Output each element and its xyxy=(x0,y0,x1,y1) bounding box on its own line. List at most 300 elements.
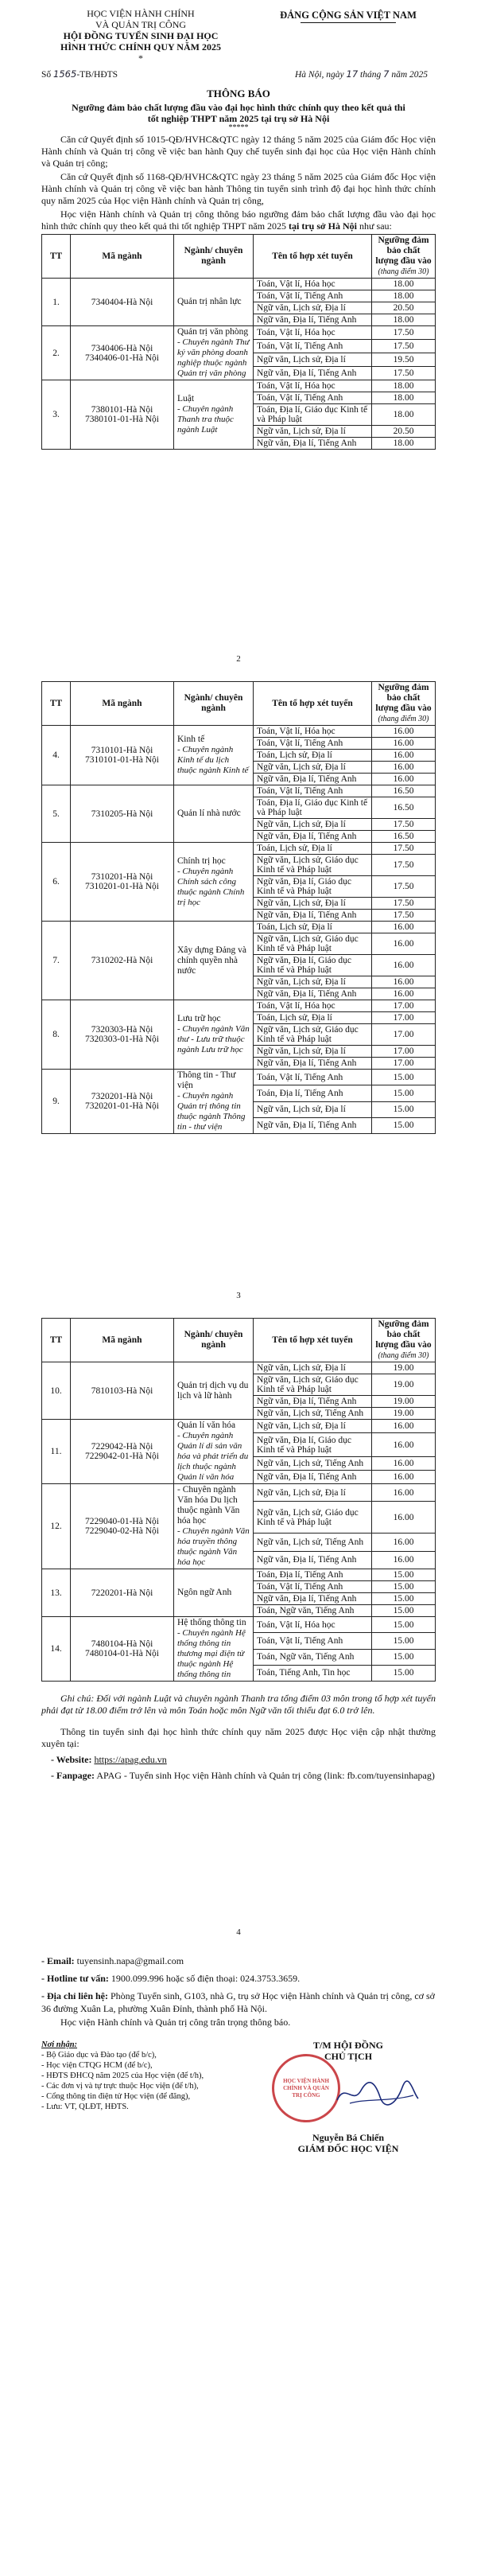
threshold-score: 16.00 xyxy=(372,762,436,774)
threshold-score: 16.00 xyxy=(372,1502,436,1534)
doc-number-suffix: -TB/HĐTS xyxy=(76,70,118,80)
major-title: Quản lí văn hóa xyxy=(177,1421,236,1430)
combo-name: Ngữ văn, Lịch sử, Tiếng Anh xyxy=(254,1457,372,1471)
major-code xyxy=(71,1569,174,1617)
major-code xyxy=(71,380,174,450)
major-title: Quản trị văn phòng xyxy=(177,327,249,337)
combo-name: Ngữ văn, Lịch sử, Địa lí xyxy=(254,1484,372,1502)
council-line1: HỘI ĐỒNG TUYỂN SINH ĐẠI HỌC xyxy=(63,30,219,41)
major-code-line: 7229040-02-Hà Nội xyxy=(85,1526,159,1536)
threshold-score: 17.00 xyxy=(372,1000,436,1012)
date-year: năm 2025 xyxy=(391,70,428,80)
combo-name: Ngữ văn, Lịch sử, Địa lí xyxy=(254,353,372,367)
threshold-score: 20.50 xyxy=(372,302,436,314)
combo-name: Ngữ văn, Địa lí, Tiếng Anh xyxy=(254,1593,372,1605)
combo-name: Toán, Vật lí, Tiếng Anh xyxy=(254,1581,372,1593)
major-code-line: 7480104-01-Hà Nội xyxy=(85,1649,159,1658)
major-code-line: 7229040-01-Hà Nội xyxy=(85,1517,159,1526)
threshold-score: 17.00 xyxy=(372,1046,436,1058)
council-line2: HÌNH THỨC CHÍNH QUY NĂM 2025 xyxy=(60,41,221,53)
combo-name: Ngữ văn, Lịch sử, Địa lí xyxy=(254,426,372,438)
threshold-score: 16.00 xyxy=(372,726,436,738)
combo-name: Ngữ văn, Địa lí, Tiếng Anh xyxy=(254,1117,372,1133)
combo-name: Toán, Lịch sử, Địa lí xyxy=(254,750,372,762)
threshold-score: 18.00 xyxy=(372,404,436,426)
page-number-4: 4 xyxy=(236,1927,241,1937)
col-major: Ngành/ chuyên ngành xyxy=(174,1319,254,1362)
major-code-line: 7220201-Hà Nội xyxy=(91,1588,153,1598)
major-code-line: 7229042-Hà Nội xyxy=(91,1442,153,1452)
major-code xyxy=(71,279,174,326)
col-tt: TT xyxy=(42,682,71,726)
doc-number xyxy=(41,68,118,80)
major-name xyxy=(174,1362,254,1420)
major-code xyxy=(71,1070,174,1134)
major-code-line: 7320201-Hà Nội xyxy=(91,1092,153,1101)
address-value: Phòng Tuyển sinh, G103, nhà G, trụ sở Học viện Hành chính và Quản trị công, cơ sở 36 đường Xuân La, phường Xuân Đỉnh, thành phố Hà Nội. xyxy=(41,1990,435,2014)
major-code xyxy=(71,326,174,380)
website-link[interactable]: https://apag.edu.vn xyxy=(94,1754,167,1765)
threshold-score: 15.00 xyxy=(372,1117,436,1133)
threshold-table-3 xyxy=(41,1318,436,1682)
stamp-text: HỌC VIỆN HÀNH CHÍNH VÀ QUẢN TRỊ CÔNG xyxy=(283,2077,329,2099)
combo-name: Ngữ văn, Lịch sử, Địa lí xyxy=(254,1046,372,1058)
party-header xyxy=(261,8,436,64)
closing-line: Học viện Hành chính và Quản trị công trân trọng thông báo. xyxy=(60,2017,291,2028)
hotline-value: 1900.099.996 hoặc số điện thoại: 024.3753.3659. xyxy=(111,1973,301,1984)
row-number: 3. xyxy=(42,380,71,450)
info-paragraph: Thông tin tuyển sinh đại học hình thức chính quy năm 2025 được Học viện cập nhật thường xuyên tại: xyxy=(41,1726,436,1749)
threshold-score: 16.00 xyxy=(372,1551,436,1569)
recipient-item: - Các đơn vị và tự trực thuộc Học viện (để t/h), xyxy=(41,2082,199,2091)
threshold-score: 15.00 xyxy=(372,1605,436,1617)
combo-name: Ngữ văn, Địa lí, Tiếng Anh xyxy=(254,367,372,380)
major-title: Xây dựng Đảng và chính quyền nhà nước xyxy=(177,945,247,976)
col-score xyxy=(372,682,436,726)
threshold-score: 20.50 xyxy=(372,426,436,438)
major-code-line: 7320201-01-Hà Nội xyxy=(85,1101,159,1111)
col-combo: Tên tổ hợp xét tuyển xyxy=(254,235,372,279)
doc-number-handwritten: 1565 xyxy=(53,68,77,80)
combo-name: Ngữ văn, Địa lí, Giáo dục Kinh tế và Pháp luật xyxy=(254,1432,372,1456)
table-row xyxy=(42,726,436,738)
combo-name: Ngữ văn, Địa lí, Tiếng Anh xyxy=(254,1551,372,1569)
table-row xyxy=(42,279,436,290)
signature-block xyxy=(41,2040,436,2154)
date-day: 17 xyxy=(346,68,359,80)
major-name xyxy=(174,1484,254,1569)
combo-name: Toán, Vật lí, Tiếng Anh xyxy=(254,738,372,750)
paragraph-3-location: tại trụ sở Hà Nội xyxy=(289,220,358,232)
major-name xyxy=(174,1070,254,1134)
threshold-score: 18.00 xyxy=(372,314,436,326)
red-seal-stamp xyxy=(272,2054,340,2122)
major-code xyxy=(71,1617,174,1682)
major-code-line: 7310101-Hà Nội xyxy=(91,746,153,755)
major-code-line: 7320303-Hà Nội xyxy=(91,1025,153,1035)
major-name xyxy=(174,726,254,785)
notice-title: THÔNG BÁO xyxy=(207,88,270,99)
contact-address xyxy=(41,1989,436,2015)
col-score-label: Ngưỡng đảm bảo chất lượng đầu vào xyxy=(375,683,432,713)
combo-name: Toán, Vật lí, Hóa học xyxy=(254,726,372,738)
col-score-note: (thang điểm 30) xyxy=(378,715,429,723)
threshold-score: 18.00 xyxy=(372,380,436,392)
threshold-score: 16.00 xyxy=(372,1432,436,1456)
threshold-score: 18.00 xyxy=(372,279,436,290)
col-combo: Tên tổ hợp xét tuyển xyxy=(254,682,372,726)
paragraph-3-text: Học viện Hành chính và Quản trị công thông báo ngưỡng đảm bảo chất lượng đầu vào đại học hình thức chính quy theo kết quả thi tốt nghiệp THPT năm 2025 xyxy=(41,208,436,232)
combo-name: Ngữ văn, Lịch sử, Giáo dục Kinh tế và Pháp luật xyxy=(254,1374,372,1396)
party-name: ĐẢNG CỘNG SẢN VIỆT NAM xyxy=(280,10,417,21)
specialization: - Chuyên ngành Thư ký văn phòng doanh nghiệp thuộc ngành Quản trị văn phòng xyxy=(177,337,250,378)
major-code-line: 7340406-01-Hà Nội xyxy=(85,353,159,363)
major-code-line: 7480104-Hà Nội xyxy=(91,1639,153,1649)
combo-name: Ngữ văn, Địa lí, Tiếng Anh xyxy=(254,1471,372,1484)
threshold-score: 16.50 xyxy=(372,797,436,819)
threshold-score: 15.00 xyxy=(372,1101,436,1117)
page-1 xyxy=(0,0,477,637)
paragraph-2: Căn cứ Quyết định số 1168-QĐ/HVHC&QTC ngày 23 tháng 5 năm 2025 của Giám đốc Học viện Hành chính và Quản trị công về việc ban hành Thông tin tuyển sinh trình độ đại học hình thức chính quy năm 2025 của Học viện Hành chính và Quản trị công, xyxy=(41,171,436,206)
document-meta xyxy=(41,68,436,80)
combo-name: Toán, Vật lí, Tiếng Anh xyxy=(254,290,372,302)
combo-name: Toán, Vật lí, Hóa học xyxy=(254,1617,372,1633)
row-number: 7. xyxy=(42,922,71,1000)
row-number: 5. xyxy=(42,785,71,843)
combo-name: Toán, Vật lí, Hóa học xyxy=(254,380,372,392)
threshold-score: 16.00 xyxy=(372,922,436,933)
threshold-score: 17.50 xyxy=(372,898,436,910)
threshold-score: 18.00 xyxy=(372,290,436,302)
recipient-item: - Lưu: VT, QLĐT, HĐTS. xyxy=(41,2102,129,2111)
threshold-score: 17.50 xyxy=(372,819,436,831)
col-major: Ngành/ chuyên ngành xyxy=(174,235,254,279)
major-code-line: 7340406-Hà Nội xyxy=(91,343,153,353)
paragraph-3 xyxy=(41,208,436,232)
signer-name: Nguyễn Bá Chiến xyxy=(312,2132,385,2143)
table-row xyxy=(42,1362,436,1374)
combo-name: Toán, Vật lí, Hóa học xyxy=(254,326,372,340)
combo-name: Toán, Địa lí, Giáo dục Kinh tế và Pháp luật xyxy=(254,797,372,819)
threshold-score: 15.00 xyxy=(372,1665,436,1681)
email-value[interactable]: tuyensinh.napa@gmail.com xyxy=(76,1955,184,1966)
combo-name: Toán, Tiếng Anh, Tin học xyxy=(254,1665,372,1681)
major-title: - Chuyên ngành Văn hóa Du lịch thuộc ngành Văn hóa học xyxy=(177,1485,240,1526)
major-title: Luật xyxy=(177,394,195,403)
major-code-line: 7310201-01-Hà Nội xyxy=(85,882,159,891)
recipients-list xyxy=(41,2050,224,2112)
combo-name: Toán, Vật lí, Hóa học xyxy=(254,279,372,290)
combo-name: Ngữ văn, Lịch sử, Giáo dục Kinh tế và Pháp luật xyxy=(254,933,372,955)
threshold-score: 17.50 xyxy=(372,367,436,380)
major-code xyxy=(71,726,174,785)
threshold-score: 16.50 xyxy=(372,831,436,843)
major-name xyxy=(174,843,254,922)
recipient-item: - Bộ Giáo dục và Đào tạo (để b/c), xyxy=(41,2051,157,2060)
signer-title: GIÁM ĐỐC HỌC VIỆN xyxy=(297,2143,399,2154)
major-name xyxy=(174,785,254,843)
major-code xyxy=(71,1000,174,1070)
major-code-line: 7320303-01-Hà Nội xyxy=(85,1035,159,1044)
combo-name: Ngữ văn, Lịch sử, Địa lí xyxy=(254,1101,372,1117)
threshold-score: 18.00 xyxy=(372,438,436,450)
major-code xyxy=(71,1362,174,1420)
table-row xyxy=(42,326,436,340)
combo-name: Ngữ văn, Lịch sử, Địa lí xyxy=(254,762,372,774)
threshold-score: 15.00 xyxy=(372,1569,436,1581)
threshold-score: 17.50 xyxy=(372,843,436,855)
recipient-item: - HĐTS ĐHCQ năm 2025 của Học viện (để t/h), xyxy=(41,2071,204,2080)
specialization: - Chuyên ngành Kinh tế du lịch thuộc ngành Kinh tế xyxy=(177,745,249,775)
fanpage-text[interactable]: APAG - Tuyển sinh Học viện Hành chính và Quản trị công (link: fb.com/tuyensinhapag) xyxy=(96,1770,435,1781)
combo-name: Ngữ văn, Lịch sử, Địa lí xyxy=(254,898,372,910)
combo-name: Ngữ văn, Địa lí, Giáo dục Kinh tế và Pháp luật xyxy=(254,955,372,976)
fanpage-line xyxy=(51,1769,436,1782)
org-star: * xyxy=(138,53,143,64)
threshold-score: 15.00 xyxy=(372,1581,436,1593)
combo-name: Toán, Vật lí, Tiếng Anh xyxy=(254,785,372,797)
combo-name: Toán, Địa lí, Giáo dục Kinh tế và Pháp luật xyxy=(254,404,372,426)
recipients xyxy=(41,2040,224,2154)
date-prefix: Hà Nội, ngày xyxy=(294,70,344,80)
major-code-line: 7380101-01-Hà Nội xyxy=(85,415,159,424)
threshold-score: 16.50 xyxy=(372,785,436,797)
major-code xyxy=(71,922,174,1000)
hotline-label: - Hotline tư vấn: xyxy=(41,1973,109,1984)
threshold-score: 17.50 xyxy=(372,326,436,340)
threshold-score: 16.00 xyxy=(372,988,436,1000)
recipient-item: - Cổng thông tin điện tử Học viện (để đăng), xyxy=(41,2092,191,2101)
table-row xyxy=(42,1420,436,1433)
threshold-score: 16.00 xyxy=(372,738,436,750)
threshold-score: 16.00 xyxy=(372,1420,436,1433)
date-month: 7 xyxy=(383,68,390,80)
combo-name: Ngữ văn, Lịch sử, Địa lí xyxy=(254,1420,372,1433)
major-title: Quản trị nhân lực xyxy=(177,297,242,306)
combo-name: Toán, Ngữ văn, Tiếng Anh xyxy=(254,1605,372,1617)
website-label: - Website: xyxy=(51,1754,92,1765)
threshold-score: 15.00 xyxy=(372,1070,436,1085)
specialization: - Chuyên ngành Quản trị thông tin thuộc ngành Thông tin - thư viện xyxy=(177,1091,246,1132)
issuing-org xyxy=(41,8,240,64)
threshold-score: 17.50 xyxy=(372,910,436,922)
combo-name: Toán, Lịch sử, Địa lí xyxy=(254,922,372,933)
major-code xyxy=(71,1420,174,1484)
major-title: Thông tin - Thư viện xyxy=(177,1070,236,1090)
page-3 xyxy=(0,1273,477,1910)
threshold-score: 19.00 xyxy=(372,1396,436,1408)
row-number: 1. xyxy=(42,279,71,326)
for-council: T/M HỘI ĐỒNG xyxy=(312,2040,383,2051)
threshold-score: 19.50 xyxy=(372,353,436,367)
combo-name: Ngữ văn, Địa lí, Tiếng Anh xyxy=(254,438,372,450)
col-combo: Tên tổ hợp xét tuyển xyxy=(254,1319,372,1362)
address-label: - Địa chỉ liên hệ: xyxy=(41,1990,108,2001)
major-title: Lưu trữ học xyxy=(177,1014,221,1023)
major-name xyxy=(174,1420,254,1484)
col-tt: TT xyxy=(42,235,71,279)
combo-name: Toán, Lịch sử, Địa lí xyxy=(254,1012,372,1024)
threshold-table-1 xyxy=(41,234,436,450)
combo-name: Ngữ văn, Địa lí, Tiếng Anh xyxy=(254,1058,372,1070)
chair-title: CHỦ TỊCH xyxy=(324,2051,373,2062)
threshold-score: 16.00 xyxy=(372,1534,436,1551)
combo-name: Toán, Địa lí, Tiếng Anh xyxy=(254,1085,372,1101)
table-row xyxy=(42,1070,436,1085)
combo-name: Ngữ văn, Lịch sử, Tiếng Anh xyxy=(254,1408,372,1420)
threshold-score: 16.00 xyxy=(372,1457,436,1471)
recipients-title: Nơi nhận: xyxy=(41,2040,78,2049)
specialization: - Chuyên ngành Văn hóa truyền thông thuộc ngành Văn hóa học xyxy=(177,1526,250,1567)
major-name xyxy=(174,326,254,380)
specialization: - Chuyên ngành Quản lí di sản văn hóa và phát triển du lịch thuộc ngành Quản lí văn hóa xyxy=(177,1431,249,1482)
major-title: Kinh tế xyxy=(177,735,205,744)
combo-name: Ngữ văn, Lịch sử, Giáo dục Kinh tế và Pháp luật xyxy=(254,1024,372,1046)
page-4 xyxy=(0,1910,477,2576)
table-row xyxy=(42,1569,436,1581)
contact-email xyxy=(41,1954,436,1967)
col-major: Ngành/ chuyên ngành xyxy=(174,682,254,726)
major-code-line: 7310205-Hà Nội xyxy=(91,809,153,819)
col-code: Mã ngành xyxy=(71,682,174,726)
col-score-note: (thang điểm 30) xyxy=(378,267,429,276)
threshold-score: 17.50 xyxy=(372,876,436,898)
combo-name: Ngữ văn, Lịch sử, Địa lí xyxy=(254,976,372,988)
row-number: 8. xyxy=(42,1000,71,1070)
row-number: 12. xyxy=(42,1484,71,1569)
major-code xyxy=(71,785,174,843)
major-code-line: 7810103-Hà Nội xyxy=(91,1385,153,1396)
row-number: 9. xyxy=(42,1070,71,1134)
major-title: Quản lí nhà nước xyxy=(177,809,241,818)
notice-subtitle: Ngưỡng đảm bảo chất lượng đầu vào đại học hình thức chính quy theo kết quả thi tốt nghiệp THPT năm 2025 tại trụ sở Hà Nội xyxy=(72,102,405,124)
col-score-label: Ngưỡng đảm bảo chất lượng đầu vào xyxy=(375,236,432,266)
row-number: 4. xyxy=(42,726,71,785)
paragraph-3-end: như sau: xyxy=(359,220,392,232)
paragraph-1: Căn cứ Quyết định số 1015-QĐ/HVHC&QTC ngày 12 tháng 5 năm 2025 của Giám đốc Học viện Hành chính và Quản trị công về việc ban hành Quy chế tuyển sinh đại học của Học viện Hành chính và Quản trị công; xyxy=(41,134,436,169)
combo-name: Ngữ văn, Lịch sử, Tiếng Anh xyxy=(254,1534,372,1551)
col-tt: TT xyxy=(42,1319,71,1362)
combo-name: Ngữ văn, Địa lí, Tiếng Anh xyxy=(254,988,372,1000)
combo-name: Toán, Lịch sử, Địa lí xyxy=(254,843,372,855)
threshold-score: 15.00 xyxy=(372,1633,436,1649)
threshold-score: 16.00 xyxy=(372,774,436,785)
combo-name: Ngữ văn, Lịch sử, Địa lí xyxy=(254,819,372,831)
combo-name: Ngữ văn, Địa lí, Tiếng Anh xyxy=(254,831,372,843)
col-code: Mã ngành xyxy=(71,235,174,279)
combo-name: Toán, Vật lí, Hóa học xyxy=(254,1000,372,1012)
specialization: - Chuyên ngành Hệ thống thông tin thương mại điện tử thuộc ngành Hệ thống thông tin xyxy=(177,1628,246,1679)
threshold-score: 16.00 xyxy=(372,933,436,955)
recipient-item: - Học viện CTQG HCM (để b/c), xyxy=(41,2061,153,2070)
row-number: 6. xyxy=(42,843,71,922)
combo-name: Ngữ văn, Địa lí, Tiếng Anh xyxy=(254,774,372,785)
major-code xyxy=(71,843,174,922)
table-row xyxy=(42,843,436,855)
threshold-score: 19.00 xyxy=(372,1374,436,1396)
fanpage-label: - Fanpage: xyxy=(51,1770,95,1781)
threshold-score: 18.00 xyxy=(372,392,436,404)
combo-name: Ngữ văn, Lịch sử, Giáo dục Kinh tế và Pháp luật xyxy=(254,855,372,876)
col-score xyxy=(372,1319,436,1362)
row-number: 2. xyxy=(42,326,71,380)
contact-hotline xyxy=(41,1972,436,1985)
row-number: 11. xyxy=(42,1420,71,1484)
org-line1: HỌC VIỆN HÀNH CHÍNH xyxy=(87,8,195,19)
threshold-score: 15.00 xyxy=(372,1649,436,1665)
major-name xyxy=(174,1000,254,1070)
major-code-line: 7380101-Hà Nội xyxy=(91,405,153,415)
handwritten-signature xyxy=(334,2078,421,2110)
table-row xyxy=(42,785,436,797)
threshold-score: 15.00 xyxy=(372,1617,436,1633)
signer xyxy=(261,2040,436,2154)
row-number: 10. xyxy=(42,1362,71,1420)
major-code-line: 7310202-Hà Nội xyxy=(91,956,153,965)
combo-name: Ngữ văn, Địa lí, Tiếng Anh xyxy=(254,1396,372,1408)
combo-name: Ngữ văn, Lịch sử, Địa lí xyxy=(254,302,372,314)
combo-name: Toán, Vật lí, Tiếng Anh xyxy=(254,1633,372,1649)
combo-name: Ngữ văn, Địa lí, Tiếng Anh xyxy=(254,314,372,326)
threshold-score: 16.00 xyxy=(372,976,436,988)
threshold-score: 16.00 xyxy=(372,750,436,762)
major-code-line: 7310201-Hà Nội xyxy=(91,872,153,882)
col-score-note: (thang điểm 30) xyxy=(378,1351,429,1360)
table-row xyxy=(42,1617,436,1633)
table-header-row xyxy=(42,682,436,726)
threshold-score: 19.00 xyxy=(372,1408,436,1420)
note-paragraph: Ghi chú: Đối với ngành Luật và chuyên ngành Thanh tra tổng điểm 03 môn trong tổ hợp xét tuyển phải đạt từ 18.00 điểm trở lên và môn Toán hoặc môn Ngữ văn tối thiểu đạt 6.0 trở lên. xyxy=(41,1693,436,1716)
doc-date xyxy=(295,68,428,80)
major-code-line: 7310101-01-Hà Nội xyxy=(85,755,159,765)
combo-name: Toán, Vật lí, Tiếng Anh xyxy=(254,340,372,353)
threshold-score: 15.00 xyxy=(372,1593,436,1605)
threshold-score: 17.00 xyxy=(372,1058,436,1070)
page-2 xyxy=(0,637,477,1273)
major-name xyxy=(174,380,254,450)
threshold-score: 16.00 xyxy=(372,1484,436,1502)
major-name xyxy=(174,279,254,326)
major-code xyxy=(71,1484,174,1569)
major-name xyxy=(174,1617,254,1682)
row-number: 13. xyxy=(42,1569,71,1617)
specialization: - Chuyên ngành Thanh tra thuộc ngành Luật xyxy=(177,404,234,435)
combo-name: Ngữ văn, Địa lí, Giáo dục Kinh tế và Pháp luật xyxy=(254,876,372,898)
document-header xyxy=(41,0,436,64)
party-underline xyxy=(301,22,396,23)
threshold-score: 16.00 xyxy=(372,955,436,976)
specialization: - Chuyên ngành Văn thư - Lưu trữ thuộc ngành Lưu trữ học xyxy=(177,1024,250,1054)
threshold-score: 17.00 xyxy=(372,1024,436,1046)
doc-number-prefix: Số xyxy=(41,70,52,80)
table-row xyxy=(42,1000,436,1012)
major-title: Quản trị dịch vụ du lịch và lữ hành xyxy=(177,1380,249,1401)
col-code: Mã ngành xyxy=(71,1319,174,1362)
threshold-score: 15.00 xyxy=(372,1085,436,1101)
combo-name: Toán, Vật lí, Tiếng Anh xyxy=(254,392,372,404)
combo-name: Ngữ văn, Địa lí, Tiếng Anh xyxy=(254,910,372,922)
specialization: - Chuyên ngành Chính sách công thuộc ngành Chính trị học xyxy=(177,866,245,907)
combo-name: Toán, Vật lí, Tiếng Anh xyxy=(254,1070,372,1085)
major-title: Hệ thống thông tin xyxy=(177,1618,246,1627)
email-label: - Email: xyxy=(41,1955,75,1966)
combo-name: Ngữ văn, Lịch sử, Giáo dục Kinh tế và Pháp luật xyxy=(254,1502,372,1534)
page-number-2: 2 xyxy=(236,654,241,664)
col-score xyxy=(372,235,436,279)
table-header-row xyxy=(42,1319,436,1362)
date-month-label: tháng xyxy=(360,70,382,80)
major-title: Ngôn ngữ Anh xyxy=(177,1588,232,1597)
